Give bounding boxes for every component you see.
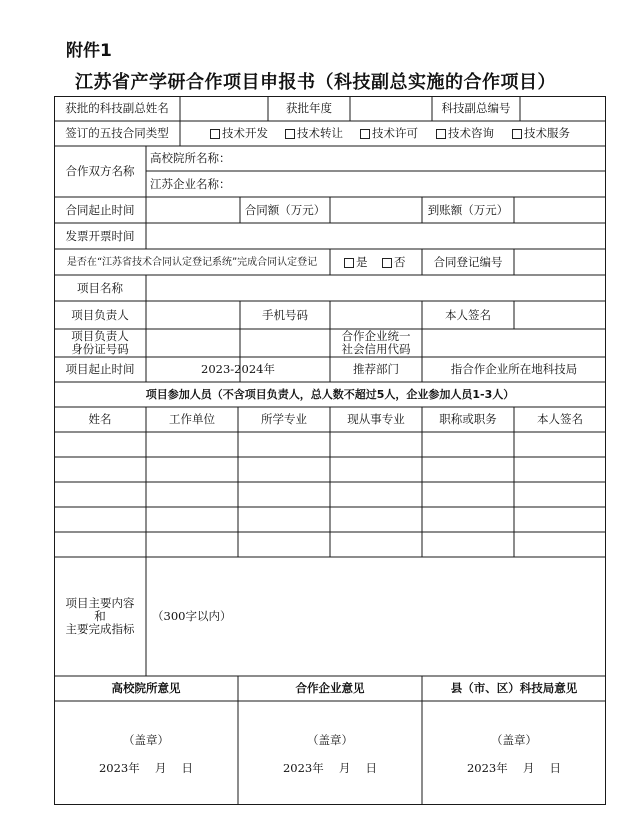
project-period-value: 2023-2024年 — [201, 362, 275, 376]
enterprise-name-label: 江苏企业名称： — [150, 176, 231, 191]
option-no[interactable] — [382, 256, 406, 269]
university-opinion-header: 高校院所意见 — [111, 681, 181, 695]
option-label: 是 — [356, 254, 368, 269]
contract-period-field[interactable] — [146, 197, 240, 223]
option-tech-transfer[interactable] — [285, 127, 343, 140]
content-label — [54, 557, 146, 676]
parties-label: 合作双方名称 — [65, 164, 135, 178]
col-major: 所学专业 — [261, 412, 307, 426]
credit-code-label-line2: 社会信用代码 — [341, 342, 411, 356]
checkbox-icon — [382, 258, 392, 268]
option-tech-development[interactable] — [210, 127, 268, 140]
vice-president-name-label: 获批的科技副总姓名 — [65, 101, 169, 115]
contract-amount-label: 合同额（万元） — [244, 202, 326, 217]
checkbox-icon — [512, 129, 522, 139]
content-label-line3: 主要完成指标 — [65, 622, 135, 636]
content-label-line2: 和 — [94, 609, 106, 623]
university-date: 2023年 月 日 — [98, 761, 194, 775]
credit-code-label-line1: 合作企业统一 — [341, 329, 411, 343]
contract-type-label: 签订的五技合同类型 — [65, 126, 169, 140]
leader-id-field[interactable] — [146, 329, 330, 357]
member-row[interactable] — [54, 482, 606, 507]
option-tech-consulting[interactable] — [436, 127, 494, 140]
content-hint: （300字以内） — [152, 609, 232, 623]
member-row[interactable] — [54, 507, 606, 532]
registration-choice — [330, 249, 422, 275]
university-name-label: 高校院所名称： — [150, 151, 231, 165]
registration-no-field[interactable] — [514, 249, 606, 275]
registration-no-label: 合同登记编号 — [433, 254, 503, 269]
received-amount-field[interactable] — [514, 197, 606, 223]
project-name-field[interactable] — [146, 275, 606, 301]
credit-code-field[interactable] — [422, 329, 606, 357]
members-header: 项目参加人员（不含项目负责人，总人数不超过5人，企业参加人员1-3人） — [145, 388, 515, 401]
option-label: 技术服务 — [524, 126, 570, 140]
leader-id-label — [54, 329, 146, 357]
enterprise-seal: （盖章） — [307, 733, 353, 747]
vice-president-no-field[interactable] — [520, 96, 606, 121]
option-yes[interactable] — [344, 256, 368, 269]
option-label: 技术许可 — [372, 126, 418, 140]
col-signature: 本人签名 — [537, 412, 583, 426]
contract-type-options — [180, 121, 606, 146]
approval-year-field[interactable] — [350, 96, 432, 121]
option-label: 否 — [394, 254, 406, 269]
option-label: 技术咨询 — [448, 126, 494, 140]
contract-period-label: 合同起止时间 — [65, 202, 135, 217]
phone-label: 手机号码 — [262, 307, 308, 322]
credit-code-label — [330, 329, 422, 357]
attachment-label: 附件1 — [66, 41, 112, 61]
col-workplace: 工作单位 — [169, 412, 215, 426]
leader-label: 项目负责人 — [71, 307, 129, 322]
recommend-dept-label: 推荐部门 — [353, 362, 399, 376]
leader-field[interactable] — [146, 301, 240, 329]
bureau-opinion-header: 县（市、区）科技局意见 — [450, 681, 578, 695]
col-name: 姓名 — [88, 412, 112, 426]
recommend-dept-value: 指合作企业所在地科技局 — [450, 362, 578, 376]
invoice-time-label: 发票开票时间 — [65, 228, 135, 243]
invoice-time-field[interactable] — [146, 223, 606, 249]
leader-signature-label: 本人签名 — [445, 307, 491, 322]
registration-question: 是否在“江苏省技术合同认定登记系统”完成合同认定登记 — [66, 256, 318, 268]
vice-president-name-field[interactable] — [180, 96, 268, 121]
page-title: 江苏省产学研合作项目申报书（科技副总实施的合作项目） — [75, 72, 556, 93]
col-current-field: 现从事专业 — [347, 412, 405, 426]
phone-field[interactable] — [330, 301, 422, 329]
enterprise-date: 2023年 月 日 — [282, 761, 378, 775]
university-seal: （盖章） — [123, 733, 169, 747]
approval-year-label: 获批年度 — [286, 101, 332, 115]
option-label: 技术开发 — [222, 126, 268, 140]
member-row[interactable] — [54, 432, 606, 457]
bureau-seal: （盖章） — [491, 733, 537, 747]
checkbox-icon — [210, 129, 220, 139]
bureau-date: 2023年 月 日 — [466, 761, 562, 775]
content-label-line1: 项目主要内容 — [65, 596, 135, 610]
project-name-label: 项目名称 — [77, 280, 123, 295]
option-tech-service[interactable] — [512, 127, 570, 140]
enterprise-name-field[interactable] — [146, 171, 606, 197]
option-tech-license[interactable] — [360, 127, 418, 140]
checkbox-icon — [436, 129, 446, 139]
checkbox-icon — [344, 258, 354, 268]
member-row[interactable] — [54, 457, 606, 482]
checkbox-icon — [360, 129, 370, 139]
col-title: 职称或职务 — [439, 412, 497, 426]
leader-signature-field[interactable] — [514, 301, 606, 329]
vice-president-no-label: 科技副总编号 — [441, 101, 511, 115]
university-name-field[interactable] — [146, 146, 606, 171]
received-amount-label: 到账额（万元） — [427, 202, 509, 217]
content-field[interactable] — [146, 557, 608, 676]
leader-id-label-line1: 项目负责人 — [71, 329, 129, 343]
enterprise-opinion-header: 合作企业意见 — [295, 681, 365, 695]
member-row[interactable] — [54, 532, 606, 557]
checkbox-icon — [285, 129, 295, 139]
contract-amount-field[interactable] — [330, 197, 422, 223]
option-label: 技术转让 — [297, 126, 343, 140]
leader-id-label-line2: 身份证号码 — [71, 342, 129, 356]
project-period-label: 项目起止时间 — [65, 362, 135, 376]
